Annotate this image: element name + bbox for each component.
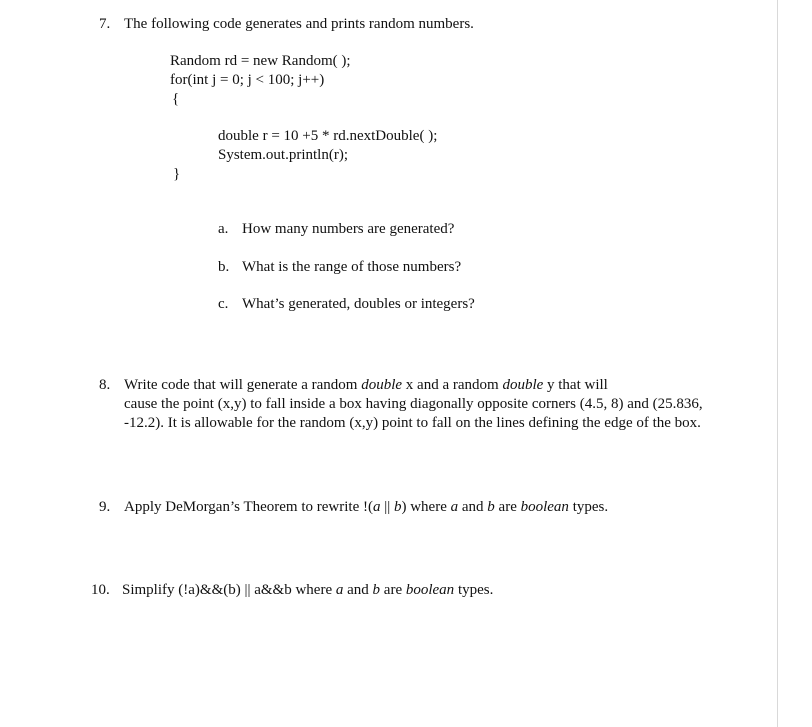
code-line-1: Random rd = new Random( ); (170, 53, 351, 69)
code-line-2: for(int j = 0; j < 100; j++) (170, 72, 325, 88)
code-line-5: System.out.println(r); (218, 147, 348, 163)
part-c-label: c. (218, 296, 229, 312)
code-line-6: } (173, 166, 181, 182)
question-10-text: Simplify (!a)&&(b) || a&&b where a and b are boolean types. (122, 582, 494, 598)
part-c-text: What’s generated, doubles or integers? (242, 296, 475, 312)
question-7-prompt: The following code generates and prints random numbers. (124, 16, 474, 32)
question-7-number: 7. (99, 16, 111, 32)
question-8-number: 8. (99, 377, 111, 393)
part-a-text: How many numbers are generated? (242, 221, 455, 237)
code-line-4: double r = 10 +5 * rd.nextDouble( ); (218, 128, 438, 144)
question-9-text: Apply DeMorgan’s Theorem to rewrite !(a || b) where a and b are boolean types. (124, 499, 609, 515)
part-b-text: What is the range of those numbers? (242, 259, 462, 275)
question-10-number: 10. (91, 582, 110, 598)
part-a-label: a. (218, 221, 229, 237)
part-b-label: b. (218, 259, 230, 275)
question-8-line-2: cause the point (x,y) to fall inside a box having diagonally opposite corners (4.5, 8) and (25.836, (124, 396, 703, 412)
question-8-line-3: -12.2). It is allowable for the random (x,y) point to fall on the lines defining the edge of the box. (124, 415, 701, 431)
question-9-number: 9. (99, 499, 111, 515)
window-gutter (779, 0, 812, 727)
question-8-line-1: Write code that will generate a random double x and a random double y that will (124, 377, 608, 393)
code-line-3: { (172, 91, 180, 107)
